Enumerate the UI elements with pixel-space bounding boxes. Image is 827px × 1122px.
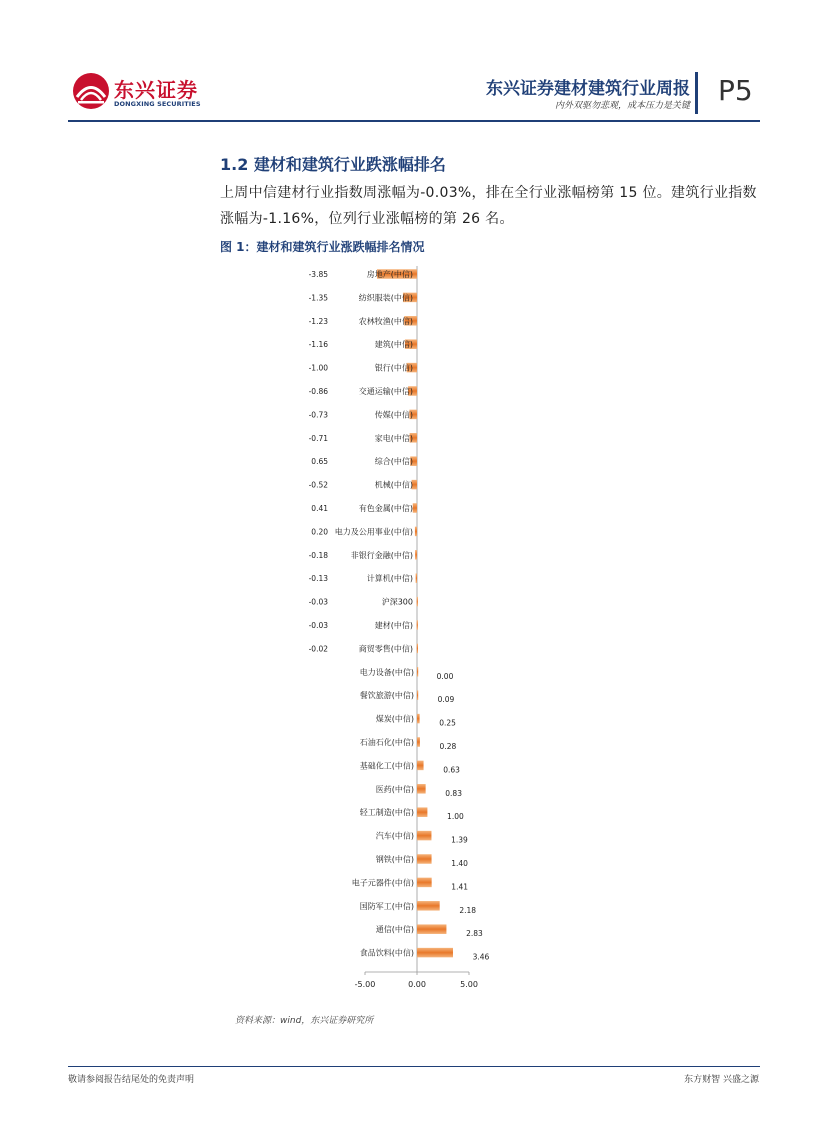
chart-value-label: -1.00 (308, 363, 328, 373)
chart-bar (415, 527, 417, 537)
dongxing-logo-icon (72, 72, 110, 110)
chart-category-label: 综合(中信) (374, 457, 413, 467)
chart-value-label: -3.85 (308, 270, 328, 279)
chart-value-label: 1.00 (447, 812, 464, 822)
chart-bar (415, 550, 417, 560)
chart-value-label: -0.71 (308, 433, 328, 443)
chart-bar (417, 597, 418, 607)
chart-category-label: 石油石化(中信) (359, 738, 414, 747)
chart-bar (417, 737, 420, 747)
chart-category-label: 建筑(中信) (374, 340, 413, 350)
chart-category-label: 传媒(中信) (374, 410, 413, 420)
chart-bar (417, 784, 426, 794)
chart-category-label: 沪深300 (381, 597, 413, 607)
industry-ranking-bar-chart (260, 258, 520, 998)
chart-bar (417, 831, 431, 841)
section-paragraph: 上周中信建材行业指数周涨幅为-0.03%，排在全行业涨幅榜第 15 位。建筑行业指数涨幅为-1.16%，位列行业涨幅榜的第 26 名。 (220, 185, 757, 227)
chart-bar (417, 667, 418, 677)
chart-bar (417, 761, 424, 771)
header-divider (695, 72, 698, 114)
chart-bar (417, 807, 427, 817)
chart-x-tick-label: -5.00 (354, 980, 376, 989)
chart-category-label: 食品饮料(中信) (359, 948, 414, 958)
chart-category-label: 餐饮旅游(中信) (359, 691, 414, 701)
chart-bar (417, 620, 418, 630)
chart-value-label: -1.23 (308, 316, 328, 326)
chart-value-label: 0.25 (439, 718, 456, 728)
chart-value-label: 0.65 (311, 457, 328, 467)
chart-bar (417, 901, 440, 911)
figure-source: 资料来源：wind，东兴证券研究所 (235, 1016, 374, 1026)
chart-value-label: 0.63 (443, 765, 460, 775)
chart-value-label: 0.41 (311, 504, 328, 513)
chart-bar (417, 644, 418, 654)
chart-category-label: 非银行金融(中信) (350, 550, 413, 560)
chart-value-label: -0.73 (308, 410, 328, 420)
chart-category-label: 轻工制造(中信) (359, 808, 414, 818)
chart-value-label: -1.35 (308, 293, 328, 303)
footer-slogan: 东方财智 兴盛之源 (684, 1075, 759, 1085)
chart-value-label: 0.09 (437, 695, 455, 705)
chart-category-label: 基础化工(中信) (359, 761, 414, 771)
chart-x-tick-label: 0.00 (408, 980, 426, 989)
company-logo (72, 72, 201, 114)
chart-category-label: 家电(中信) (374, 433, 413, 443)
chart-category-label: 交通运输(中信) (358, 387, 413, 396)
chart-category-label: 电力设备(中信) (359, 667, 414, 677)
chart-value-label: -0.18 (308, 550, 328, 560)
report-title: 东兴证券建材建筑行业周报 (486, 79, 690, 99)
chart-category-label: 有色金属(中信) (358, 504, 413, 513)
footer-rule (68, 1066, 760, 1067)
chart-bar (417, 948, 453, 958)
chart-value-label: 0.28 (439, 742, 457, 751)
chart-category-label: 电力及公用事业(中信) (334, 527, 413, 537)
chart-category-label: 医药(中信) (375, 784, 414, 794)
chart-value-label: 2.83 (466, 929, 483, 939)
chart-value-label: 2.18 (459, 905, 477, 915)
chart-category-label: 农林牧渔(中信) (358, 316, 413, 326)
chart-category-label: 商贸零售(中信) (358, 644, 413, 654)
chart-value-label: -1.16 (308, 340, 328, 350)
chart-bar (417, 878, 432, 888)
footer-disclaimer: 敬请参阅报告结尾处的免责声明 (68, 1075, 195, 1085)
logo-chinese-name: 东兴证券 (114, 78, 198, 102)
chart-category-label: 汽车(中信) (375, 831, 414, 841)
header-rule (68, 120, 760, 122)
chart-category-label: 银行(中信) (374, 363, 413, 373)
chart-value-label: 1.39 (451, 835, 468, 845)
section-title: 1.2 建材和建筑行业跌涨幅排名 (220, 155, 446, 174)
chart-value-label: -0.13 (308, 574, 328, 584)
chart-bar (417, 690, 418, 700)
chart-value-label: 0.20 (311, 527, 328, 537)
chart-x-tick-label: 5.00 (460, 980, 478, 989)
chart-value-label: -0.86 (308, 387, 328, 396)
chart-category-label: 建材(中信) (374, 621, 413, 630)
chart-value-label: 0.83 (445, 788, 462, 798)
chart-value-label: 3.46 (472, 952, 490, 962)
chart-value-label: 1.40 (451, 859, 468, 868)
chart-value-label: -0.03 (308, 621, 328, 630)
chart-value-label: -0.03 (308, 597, 328, 607)
chart-value-label: -0.02 (308, 644, 328, 654)
chart-bar (417, 714, 420, 724)
chart-bar (417, 924, 446, 934)
chart-bar (413, 503, 417, 513)
chart-category-label: 国防军工(中信) (359, 901, 414, 911)
chart-bar (417, 854, 432, 864)
chart-category-label: 机械(中信) (374, 480, 413, 490)
chart-value-label: 0.00 (436, 671, 454, 681)
chart-category-label: 钢铁(中信) (375, 855, 414, 864)
figure-title: 图 1：建材和建筑行业涨跌幅排名情况 (220, 240, 425, 254)
chart-category-label: 通信(中信) (375, 925, 414, 935)
chart-category-label: 纺织服装(中信) (358, 293, 413, 303)
chart-category-label: 煤炭(中信) (375, 714, 414, 724)
chart-category-label: 电子元器件(中信) (351, 878, 414, 888)
report-subtitle: 内外双驱勿悲观，成本压力是关键 (554, 101, 690, 111)
chart-value-label: -0.52 (308, 480, 328, 490)
chart-bar (416, 573, 417, 583)
logo-english-name: DONGXING SECURITIES (114, 100, 201, 108)
chart-category-label: 房地产(中信) (366, 270, 413, 279)
page-number: P5 (718, 74, 753, 107)
chart-value-label: 1.41 (451, 882, 469, 892)
chart-category-label: 计算机(中信) (366, 574, 413, 584)
